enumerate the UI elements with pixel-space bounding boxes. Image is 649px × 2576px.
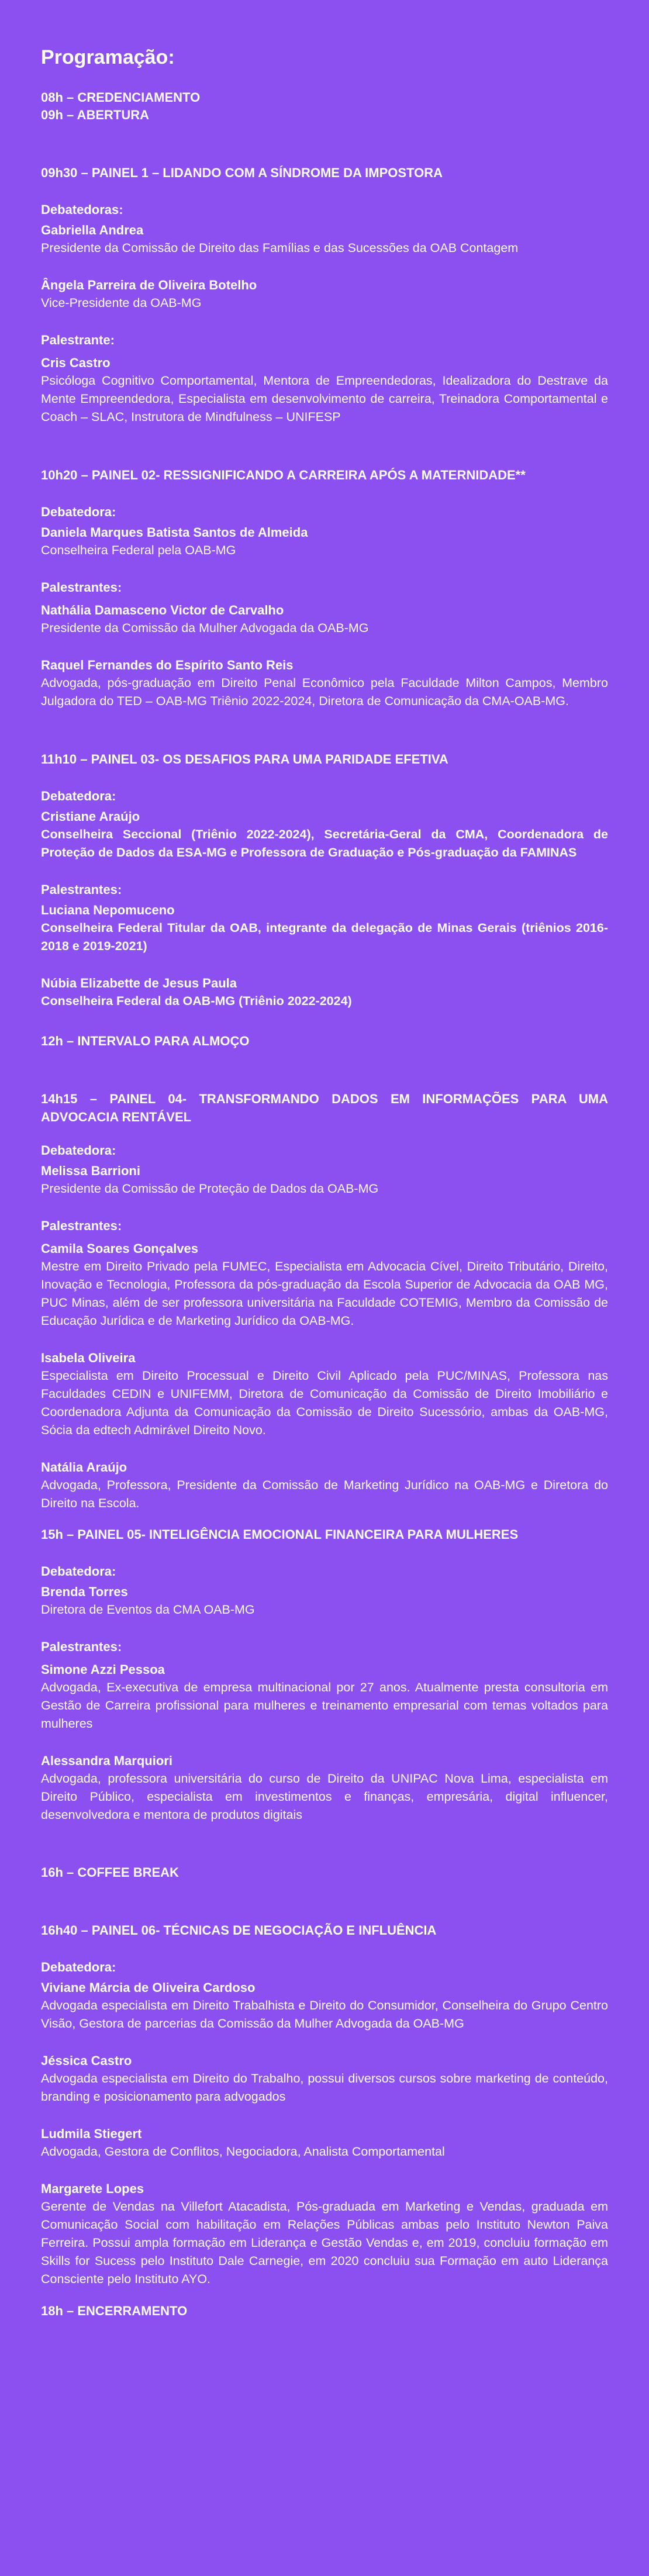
speaker-description: Advogada, Ex-executiva de empresa multinacional por 27 anos. Atualmente presta consultoria em Gestão de Carreira profissional para mulheres e treinamento empresarial com temas voltados para mulheres xyxy=(41,1680,608,1731)
panel-5 xyxy=(41,1525,608,1824)
speaker-description: Conselheira Federal da OAB-MG (Triênio 2022-2024) xyxy=(41,994,352,1008)
speaker-description: Advogada, Gestora de Conflitos, Negociadora, Analista Comportamental xyxy=(41,2145,445,2159)
speaker-description: Conselheira Federal Titular da OAB, integrante da delegação de Minas Gerais (triênios 2016-2018 e 2019-2021) xyxy=(41,921,608,953)
speakers-label: Palestrantes: xyxy=(41,1639,122,1654)
moderator-description: Conselheira Seccional (Triênio 2022-2024), Secretária-Geral da CMA, Coordenadora de Proteção de Dados da ESA-MG e Professora de Graduação e Pós-graduação da FAMINAS xyxy=(41,827,608,859)
panel-2 xyxy=(41,466,608,710)
speaker-name: Isabela Oliveira xyxy=(41,1351,136,1365)
panel-heading: 11h10 – PAINEL 03- OS DESAFIOS PARA UMA PARIDADE EFETIVA xyxy=(41,752,448,766)
speaker-name: Núbia Elizabette de Jesus Paula xyxy=(41,976,237,990)
moderator-name: Cristiane Araújo xyxy=(41,809,140,824)
speaker-name: Alessandra Marquiori xyxy=(41,1753,172,1768)
schedule-abertura: 09h – ABERTURA xyxy=(41,108,149,122)
moderators-label: Debatedora: xyxy=(41,789,116,803)
speaker-description: Psicóloga Cognitivo Comportamental, Mentora de Empreendedoras, Idealizadora do Destrave da Mente Empreendedora, Especialista em desenvolvimento de carreira, Treinadora Comportamental e Coach – SLAC, Instrutora de Mindfulness – UNIFESP xyxy=(41,374,608,424)
moderator-name: Ângela Parreira de Oliveira Botelho xyxy=(41,278,257,292)
speaker-description: Advogada, professora universitária do curso de Direito da UNIPAC Nova Lima, especialista em Direito Público, especialista em investimentos e finanças, empresária, digital influencer, desenvolvedora e mentora de produtos digitais xyxy=(41,1772,608,1822)
moderators-label: Debatedora: xyxy=(41,1143,116,1158)
speakers-label: Palestrante: xyxy=(41,333,115,347)
speakers-label: Palestrantes: xyxy=(41,882,122,897)
schedule-credenciamento: 08h – CREDENCIAMENTO xyxy=(41,90,201,105)
speaker-description: Especialista em Direito Processual e Direito Civil Aplicado pela PUC/MINAS, Professora nas Faculdades CEDIN e UNIFEMM, Diretora de Comunicação da Comissão de Direito Imobiliário e Coordenadora Adjunta da Comunicação da Comissão de Direito Sucessório, ambas da OAB-MG, Sócia da edtech Admirável Direito Novo. xyxy=(41,1369,608,1437)
moderator-description: Presidente da Comissão de Direito das Famílias e das Sucessões da OAB Contagem xyxy=(41,241,519,255)
speaker-name: Simone Azzi Pessoa xyxy=(41,1662,165,1677)
moderator-description: Diretora de Eventos da CMA OAB-MG xyxy=(41,1603,255,1617)
speaker-name: Nathália Damasceno Victor de Carvalho xyxy=(41,603,284,617)
moderators-label: Debatedoras: xyxy=(41,202,123,217)
moderator-description: Vice-Presidente da OAB-MG xyxy=(41,296,202,310)
speaker-name: Camila Soares Gonçalves xyxy=(41,1241,199,1256)
speaker-name: Cris Castro xyxy=(41,355,111,370)
moderator-description: Advogada especialista em Direito Trabalhista e Direito do Consumidor, Conselheira do Grupo Centro Visão, Gestora de parcerias da Comissão da Mulher Advogada da OAB-MG xyxy=(41,1998,608,2031)
moderator-name: Brenda Torres xyxy=(41,1584,128,1599)
panel-heading: 09h30 – PAINEL 1 – LIDANDO COM A SÍNDROME DA IMPOSTORA xyxy=(41,165,443,180)
page-title: Programação: xyxy=(41,46,175,68)
speaker-description: Advogada, Professora, Presidente da Comissão de Marketing Jurídico na OAB-MG e Diretora do Direito na Escola. xyxy=(41,1478,608,1510)
speaker-description: Gerente de Vendas na Villefort Atacadista, Pós-graduada em Marketing e Vendas, graduada em Comunicação Social com habilitação em Relações Públicas ambas pelo Instituto Newton Paiva Ferreira. Possui ampla formação em Liderança e Gestão Vendas e, em 2019, concluiu formação em Skills for Sucess pelo Instituto Dale Carnegie, em 2020 concluiu sua Formação em auto Liderança Consciente pelo Instituto AYO. xyxy=(41,2199,608,2286)
moderator-name: Daniela Marques Batista Santos de Almeida xyxy=(41,525,308,540)
speaker-description: Advogada, pós-graduação em Direito Penal Econômico pela Faculdade Milton Campos, Membro Julgadora do TED – OAB-MG Triênio 2022-2024, Diretora de Comunicação da CMA-OAB-MG. xyxy=(41,676,608,708)
panel-heading: 14h15 – PAINEL 04- TRANSFORMANDO DADOS EM INFORMAÇÕES PARA UMA ADVOCACIA RENTÁVEL xyxy=(41,1092,608,1124)
panel-4 xyxy=(41,1090,608,1513)
schedule-lunch: 12h – INTERVALO PARA ALMOÇO xyxy=(41,1034,250,1048)
speaker-name: Margarete Lopes xyxy=(41,2181,144,2196)
speaker-name: Raquel Fernandes do Espírito Santo Reis xyxy=(41,658,294,672)
speaker-name: Jéssica Castro xyxy=(41,2053,132,2068)
moderator-description: Conselheira Federal pela OAB-MG xyxy=(41,543,236,557)
panel-heading: 16h40 – PAINEL 06- TÉCNICAS DE NEGOCIAÇÃO E INFLUÊNCIA xyxy=(41,1923,437,1938)
moderators-label: Debatedora: xyxy=(41,1564,116,1579)
speaker-name: Ludmila Stiegert xyxy=(41,2126,142,2141)
speaker-name: Luciana Nepomuceno xyxy=(41,903,175,917)
moderator-name: Gabriella Andrea xyxy=(41,223,144,237)
speakers-label: Palestrantes: xyxy=(41,580,122,595)
speakers-label: Palestrantes: xyxy=(41,1218,122,1233)
moderator-name: Viviane Márcia de Oliveira Cardoso xyxy=(41,1980,256,1995)
panel-heading: 10h20 – PAINEL 02- RESSIGNIFICANDO A CARREIRA APÓS A MATERNIDADE** xyxy=(41,468,526,482)
panel-6 xyxy=(41,1921,608,2288)
moderator-name: Melissa Barrioni xyxy=(41,1163,140,1178)
speaker-name: Natália Araújo xyxy=(41,1460,127,1475)
schedule-closing: 18h – ENCERRAMENTO xyxy=(41,2304,188,2318)
speaker-description: Presidente da Comissão da Mulher Advogada da OAB-MG xyxy=(41,621,369,635)
moderators-label: Debatedora: xyxy=(41,1960,116,1974)
panel-heading: 15h – PAINEL 05- INTELIGÊNCIA EMOCIONAL FINANCEIRA PARA MULHERES xyxy=(41,1527,519,1542)
speaker-description: Mestre em Direito Privado pela FUMEC, Especialista em Advocacia Cível, Direito Tributário, Direito, Inovação e Tecnologia, Professora da pós-graduação da Escola Superior de Advocacia da OAB MG, PUC Minas, além de ser professora universitária na Faculdade COTEMIG, Membro da Comissão de Educação Jurídica e de Marketing Jurídico da OAB-MG. xyxy=(41,1259,608,1328)
moderators-label: Debatedora: xyxy=(41,505,116,519)
schedule-coffee-break: 16h – COFFEE BREAK xyxy=(41,1865,179,1880)
panel-1 xyxy=(41,164,608,426)
speaker-description: Advogada especialista em Direito do Trabalho, possui diversos cursos sobre marketing de conteúdo, branding e posicionamento para advogados xyxy=(41,2071,608,2104)
moderator-description: Presidente da Comissão de Proteção de Dados da OAB-MG xyxy=(41,1182,379,1196)
panel-3 xyxy=(41,750,608,1010)
